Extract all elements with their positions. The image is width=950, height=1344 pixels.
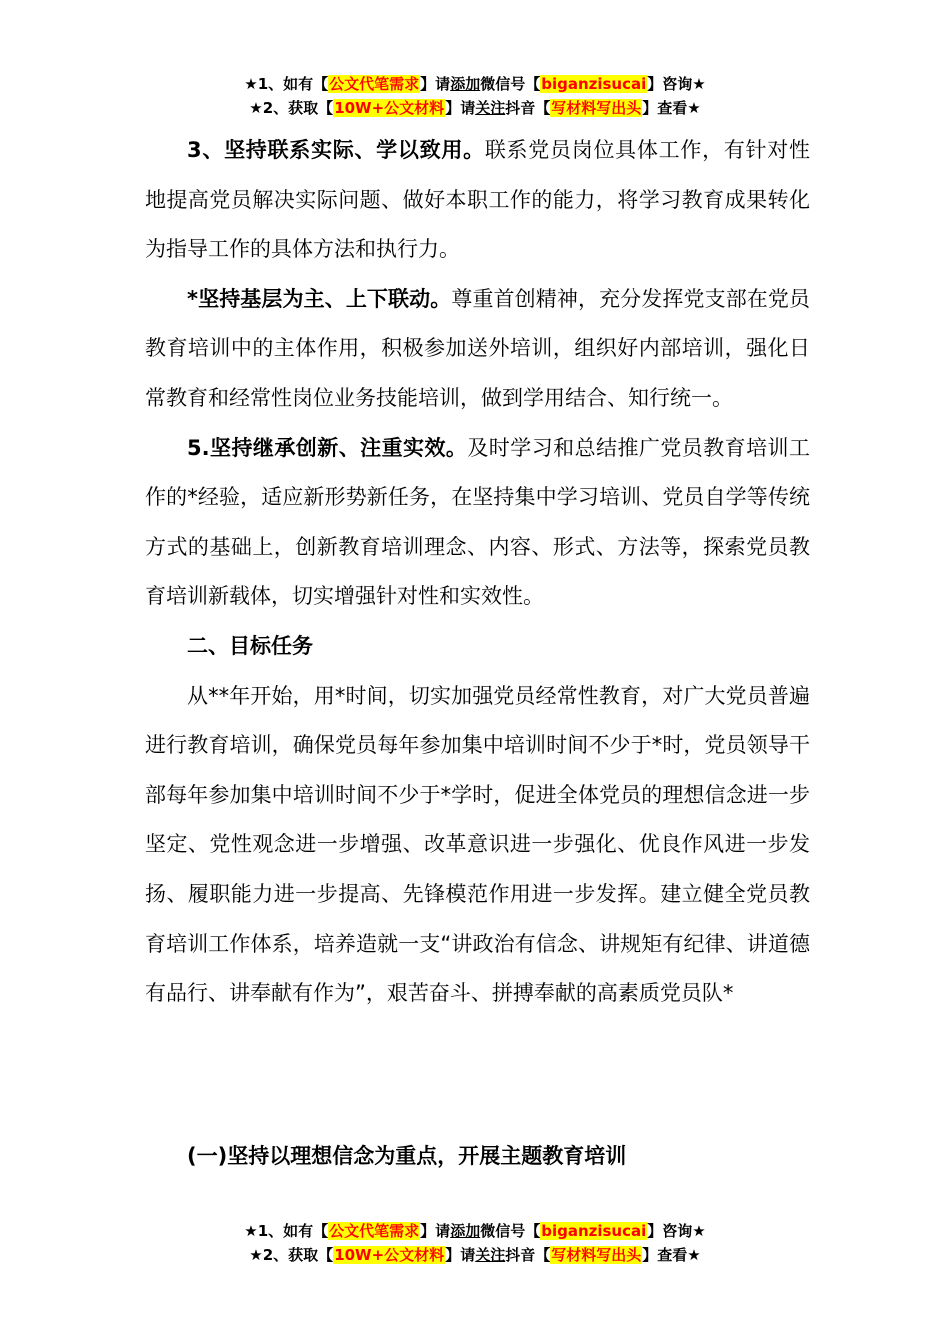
paragraph: 从**年开始，用*时间，切实加强党员经常性教育，对广大党员普遍进行教育培训，确保党员每年参加集中培训时间不少于*时，党员领导干部每年参加集中培训时间不少于*学时，促进全体党员的理想信念进一步坚定、党性观念进一步增强、改革意识进一步强化、优良作风进一步发扬、履职能力进一步提高、先锋模范作用进一步发挥。建立健全党员教育培训工作体系，培养造就一支“讲政治有信念、讲规矩有纪律、讲道德有品行、讲奉献有作为”，艰苦奋斗、拼搏奉献的高素质党员队* [145, 683, 810, 1006]
section-heading [145, 622, 810, 672]
paragraph-lead: *坚持基层为主、上下联动。 [187, 286, 452, 311]
paragraph: 5.坚持继承创新、注重实效。及时学习和总结推广党员教育培训工作的*经验，适应新形势新任务，在坚持集中学习培训、党员自学等传统方式的基础上，创新教育培训理念、内容、形式、方法等，探索党员教育培训新载体，切实增强针对性和实效性。 [145, 435, 811, 609]
highlight-service: 公文代笔需求 [329, 75, 420, 93]
highlight-materials: 10W+公文材料 [334, 1246, 445, 1264]
highlight-douyin: 写材料写出头 [551, 99, 642, 117]
header-banner [0, 72, 950, 120]
banner-line-2: ★2、获取【10W+公文材料】请关注抖音【写材料写出头】查看★ [249, 1246, 701, 1264]
banner-line-2: ★2、获取【10W+公文材料】请关注抖音【写材料写出头】查看★ [249, 99, 701, 117]
footer-banner [0, 1219, 950, 1267]
subheading: (一)坚持以理想信念为重点，开展主题教育培训 [187, 1144, 627, 1168]
highlight-wechat-id: biganzisucai [541, 75, 647, 93]
highlight-service: 公文代笔需求 [329, 1222, 420, 1240]
banner-line-1: ★1、如有【公文代笔需求】请添加微信号【biganzisucai】咨询★ [244, 1222, 706, 1240]
paragraph-lead: 3、坚持联系实际、学以致用。 [187, 138, 485, 162]
highlight-wechat-id: biganzisucai [541, 1222, 647, 1240]
paragraph: *坚持基层为主、上下联动。尊重首创精神，充分发挥党支部在党员教育培训中的主体作用，积极参加送外培训，组织好内部培训，强化日常教育和经常性岗位业务技能培训，做到学用结合、知行统一。 [145, 286, 811, 410]
highlight-douyin: 写材料写出头 [551, 1246, 642, 1264]
paragraph-lead: 5.坚持继承创新、注重实效。 [187, 435, 468, 460]
section-heading-text: 二、目标任务 [187, 633, 313, 658]
highlight-materials: 10W+公文材料 [334, 99, 445, 117]
document-body [145, 126, 811, 1168]
banner-line-1: ★1、如有【公文代笔需求】请添加微信号【biganzisucai】咨询★ [244, 75, 706, 93]
paragraph: 3、坚持联系实际、学以致用。联系党员岗位具体工作，有针对性地提高党员解决实际问题、做好本职工作的能力，将学习教育成果转化为指导工作的具体方法和执行力。 [145, 138, 810, 262]
